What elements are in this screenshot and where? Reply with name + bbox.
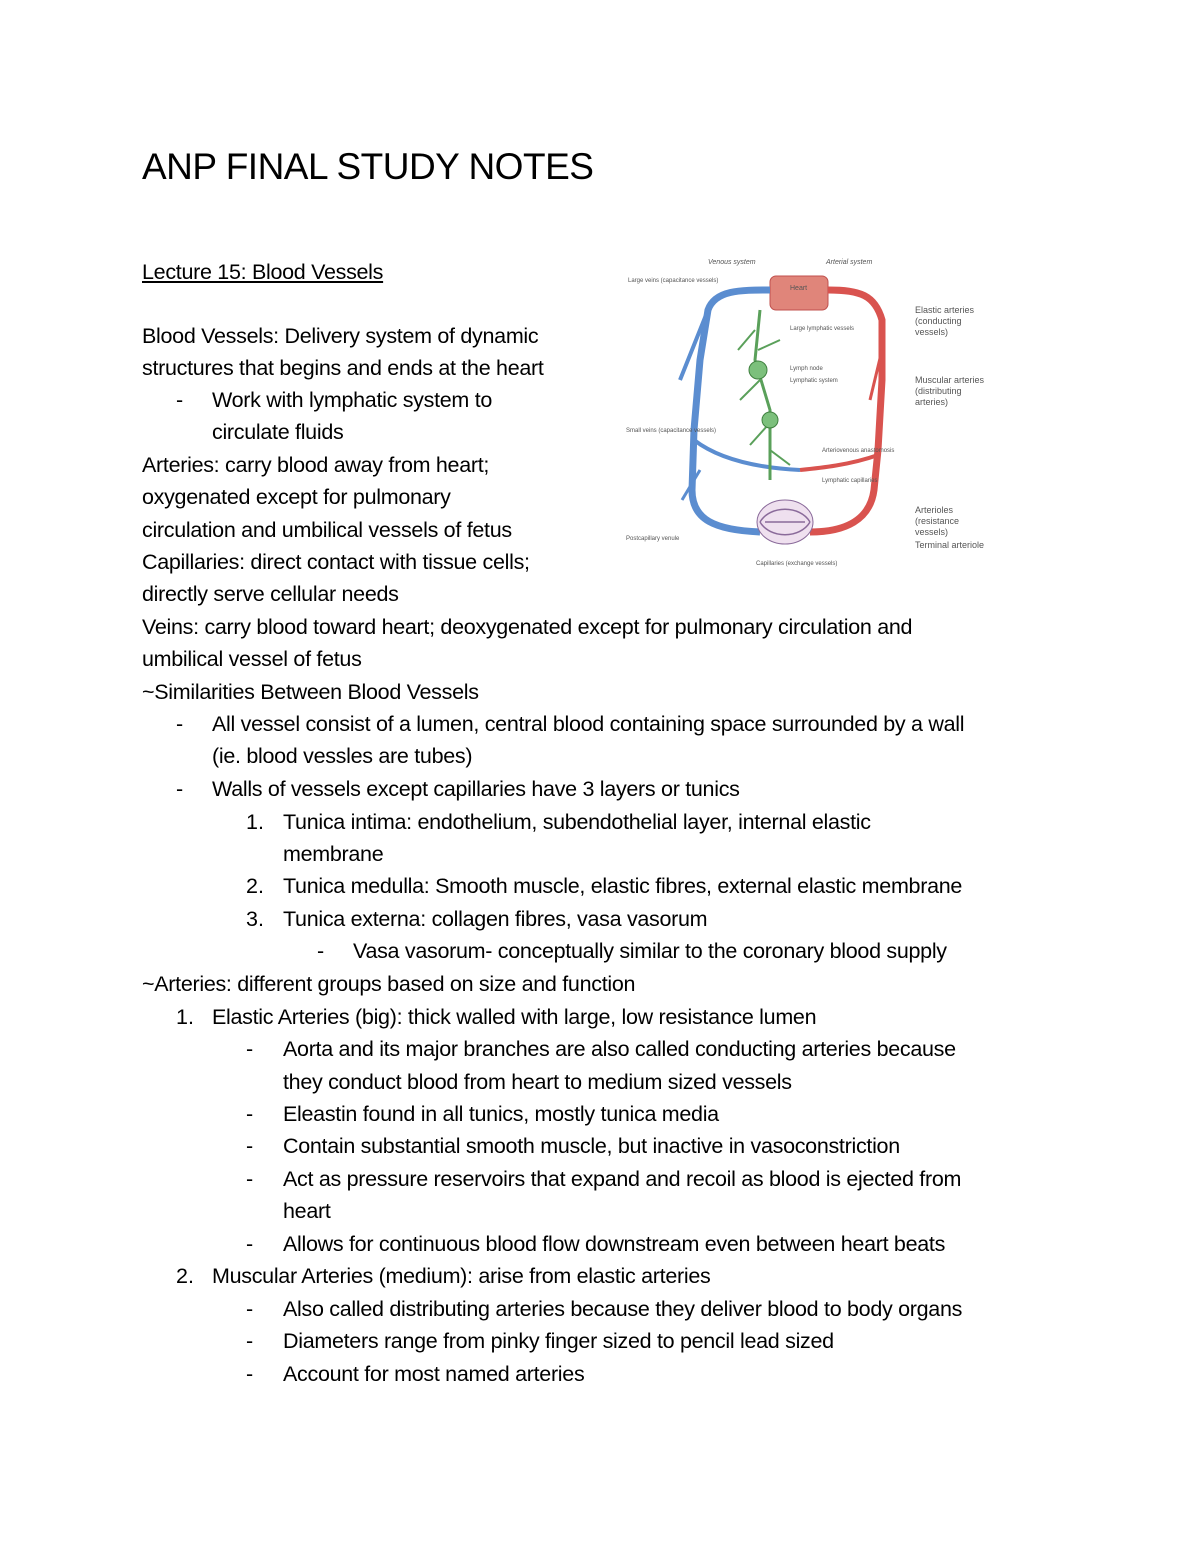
text-line: circulate fluids: [212, 420, 344, 444]
text-line: Elastic Arteries (big): thick walled with large, low resistance lumen: [212, 1005, 817, 1029]
text-line: Arteries: carry blood away from heart;: [142, 453, 490, 477]
text-line: circulation and umbilical vessels of fetus: [142, 518, 512, 542]
list-number: 3.: [246, 907, 264, 931]
text-line: Diameters range from pinky finger sized to pencil lead sized: [283, 1329, 834, 1353]
text-line: they conduct blood from heart to medium sized vessels: [283, 1070, 792, 1094]
blood-vessel-diagram: [620, 250, 910, 570]
text-line: directly serve cellular needs: [142, 582, 399, 606]
heart-shape: [770, 276, 828, 310]
label-postcapillary-venule: Postcapillary venule: [626, 536, 680, 542]
text-line: Muscular Arteries (medium): arise from elastic arteries: [212, 1264, 711, 1288]
label-heart: Heart: [790, 285, 808, 292]
label-venous-system: Venous system: [708, 259, 756, 266]
bullet-dash: -: [246, 1134, 254, 1158]
text-line: Allows for continuous blood flow downstream even between heart beats: [283, 1232, 946, 1256]
text-line: oxygenated except for pulmonary: [142, 485, 451, 509]
text-line: All vessel consist of a lumen, central blood containing space surrounded by a wall: [212, 712, 965, 736]
lymph-node: [749, 361, 767, 379]
text-line: Contain substantial smooth muscle, but inactive in vasoconstriction: [283, 1134, 900, 1158]
label-muscular-arteries: Muscular arteries (distributing arteries): [915, 375, 985, 407]
bullet-dash: -: [246, 1362, 254, 1386]
label-elastic-arteries: Elastic arteries (conducting vessels): [915, 305, 975, 337]
lymph-node: [762, 412, 778, 428]
list-number: 1.: [246, 810, 264, 834]
text-line: Blood Vessels: Delivery system of dynamic: [142, 324, 539, 348]
text-line: structures that begins and ends at the heart: [142, 356, 544, 380]
text-line: Tunica externa: collagen fibres, vasa vasorum: [283, 907, 708, 931]
text-line: ~Similarities Between Blood Vessels: [142, 680, 479, 704]
bullet-dash: -: [176, 388, 184, 412]
bullet-dash: -: [176, 777, 184, 801]
bullet-dash: -: [176, 712, 184, 736]
label-arterial-system: Arterial system: [826, 259, 873, 266]
label-capillaries: Capillaries (exchange vessels): [756, 561, 838, 567]
label-arteriovenous: Arteriovenous anastomosis: [822, 448, 895, 454]
text-line: Capillaries: direct contact with tissue cells;: [142, 550, 530, 574]
list-number: 2.: [246, 874, 264, 898]
text-line: Also called distributing arteries because they deliver blood to body organs: [283, 1297, 963, 1321]
text-line: (ie. blood vessles are tubes): [212, 744, 473, 768]
label-terminal-arteriole: Terminal arteriole: [915, 540, 985, 550]
text-line: Account for most named arteries: [283, 1362, 585, 1386]
text-line: heart: [283, 1199, 331, 1223]
text-line: Work with lymphatic system to: [212, 388, 493, 412]
bullet-dash: -: [246, 1037, 254, 1061]
label-arterioles: Arterioles (resistance vessels): [915, 505, 960, 537]
label-lymphatic-capillaries: Lymphatic capillaries: [822, 478, 878, 484]
label-lymphatic-system: Lymphatic system: [790, 378, 838, 384]
arteriole: [800, 455, 878, 470]
text-line: Veins: carry blood toward heart; deoxygenated except for pulmonary circulation and: [142, 615, 913, 639]
text-line: Tunica medulla: Smooth muscle, elastic fibres, external elastic membrane: [283, 874, 963, 898]
page-title: ANP FINAL STUDY NOTES: [142, 146, 594, 187]
lecture-heading: Lecture 15: Blood Vessels: [142, 260, 384, 284]
bullet-dash: -: [246, 1329, 254, 1353]
bullet-dash: -: [246, 1167, 254, 1191]
text-line: Vasa vasorum- conceptually similar to the coronary blood supply: [353, 939, 947, 963]
label-small-veins: Small veins (capacitance vessels): [626, 428, 717, 434]
list-number: 2.: [176, 1264, 194, 1288]
text-line: Eleastin found in all tunics, mostly tunica media: [283, 1102, 719, 1126]
text-line: Aorta and its major branches are also called conducting arteries because: [283, 1037, 956, 1061]
lymphatic-branches: [738, 330, 790, 465]
bullet-dash: -: [246, 1232, 254, 1256]
bullet-dash: -: [246, 1297, 254, 1321]
label-large-veins: Large veins (capacitance vessels): [628, 278, 719, 284]
text-line: Tunica intima: endothelium, subendothelial layer, internal elastic: [283, 810, 871, 834]
large-lymphatic-vessel: [755, 310, 770, 480]
text-line: ~Arteries: different groups based on size and function: [142, 972, 636, 996]
label-lymph-node: Lymph node: [790, 366, 823, 372]
bullet-dash: -: [317, 939, 325, 963]
text-line: membrane: [283, 842, 384, 866]
bullet-dash: -: [246, 1102, 254, 1126]
label-large-lymphatic: Large lymphatic vessels: [790, 326, 855, 332]
list-number: 1.: [176, 1005, 194, 1029]
text-line: Walls of vessels except capillaries have 3 layers or tunics: [212, 777, 740, 801]
text-line: umbilical vessel of fetus: [142, 647, 362, 671]
small-vein: [694, 440, 800, 470]
text-line: Act as pressure reservoirs that expand and recoil as blood is ejected from: [283, 1167, 962, 1191]
